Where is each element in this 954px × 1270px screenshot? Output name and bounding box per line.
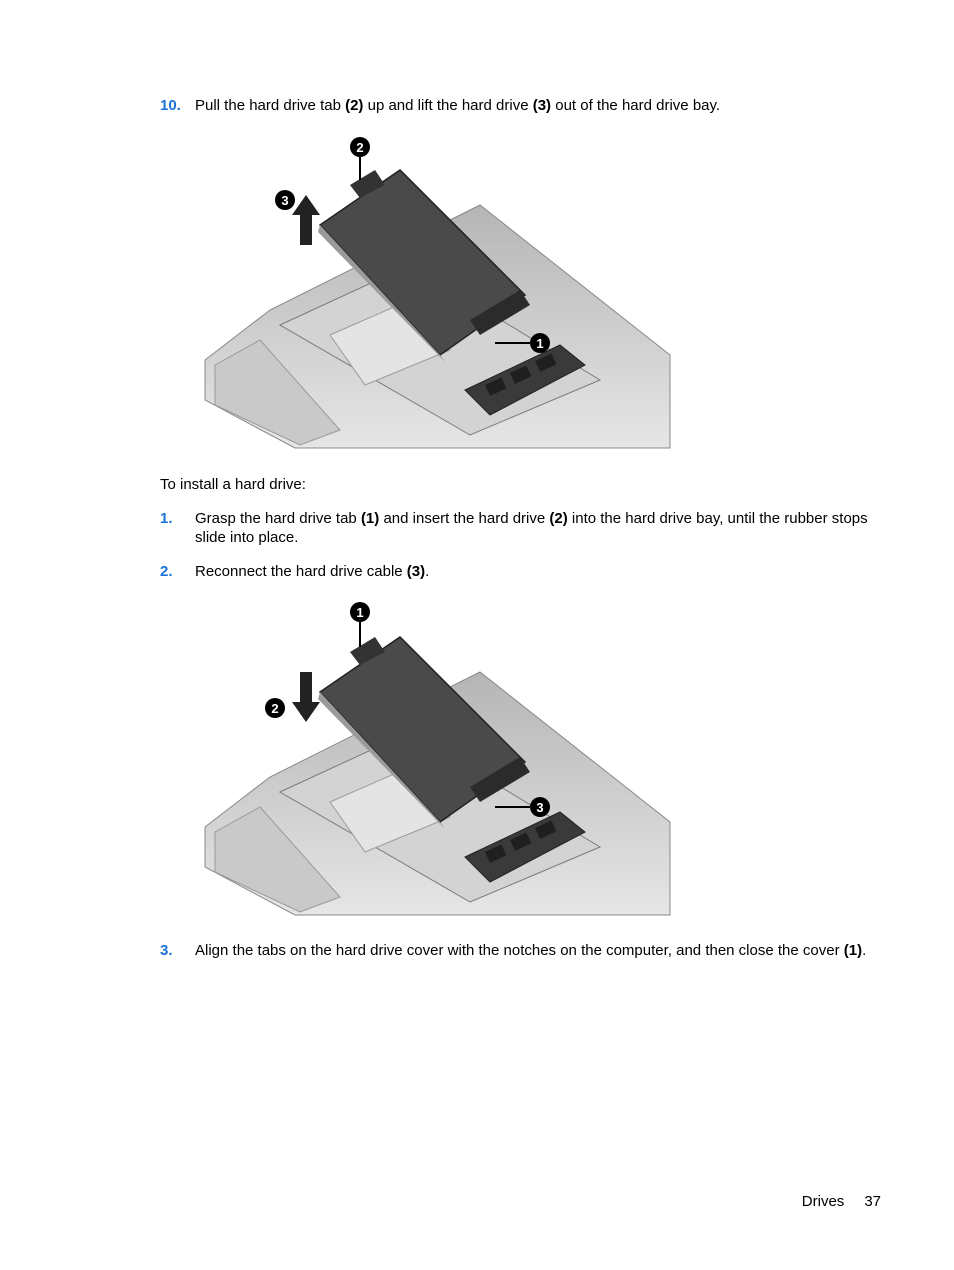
hard-drive-install-illustration [200,597,675,922]
step-3 [160,941,890,960]
callout-2 [265,698,285,718]
svg-text:1: 1 [536,336,544,351]
step-text: Align the tabs on the hard drive cover with the notches on the computer, and then close the cover (1). [195,942,867,959]
svg-text:3: 3 [281,193,289,208]
page-number: 37 [864,1193,881,1210]
step-number: 3. [160,942,173,959]
callout-1 [530,333,550,353]
step-text: Grasp the hard drive tab (1) and insert the hard drive (2) into the hard drive bay, until the rubber stops slide into place. [195,510,868,546]
footer-section: Drives [801,1193,845,1210]
down-arrow-icon [292,672,320,722]
svg-text:1: 1 [356,605,364,620]
page-footer [802,1193,881,1210]
step-2 [160,562,890,581]
install-intro: To install a hard drive: [160,476,306,493]
callout-2 [350,137,370,157]
step-1 [160,509,890,547]
step-10 [160,96,890,115]
step-number: 10. [160,97,181,114]
svg-text:3: 3 [536,800,544,815]
step-text: Pull the hard drive tab (2) up and lift the hard drive (3) out of the hard drive bay. [195,97,721,114]
hard-drive-removal-illustration [200,130,675,455]
callout-3 [530,797,550,817]
step-number: 2. [160,563,173,580]
callout-1 [350,602,370,622]
callout-3 [275,190,295,210]
svg-text:2: 2 [271,701,279,716]
step-text: Reconnect the hard drive cable (3). [195,563,430,580]
up-arrow-icon [292,195,320,245]
svg-text:2: 2 [356,140,364,155]
step-number: 1. [160,510,173,527]
